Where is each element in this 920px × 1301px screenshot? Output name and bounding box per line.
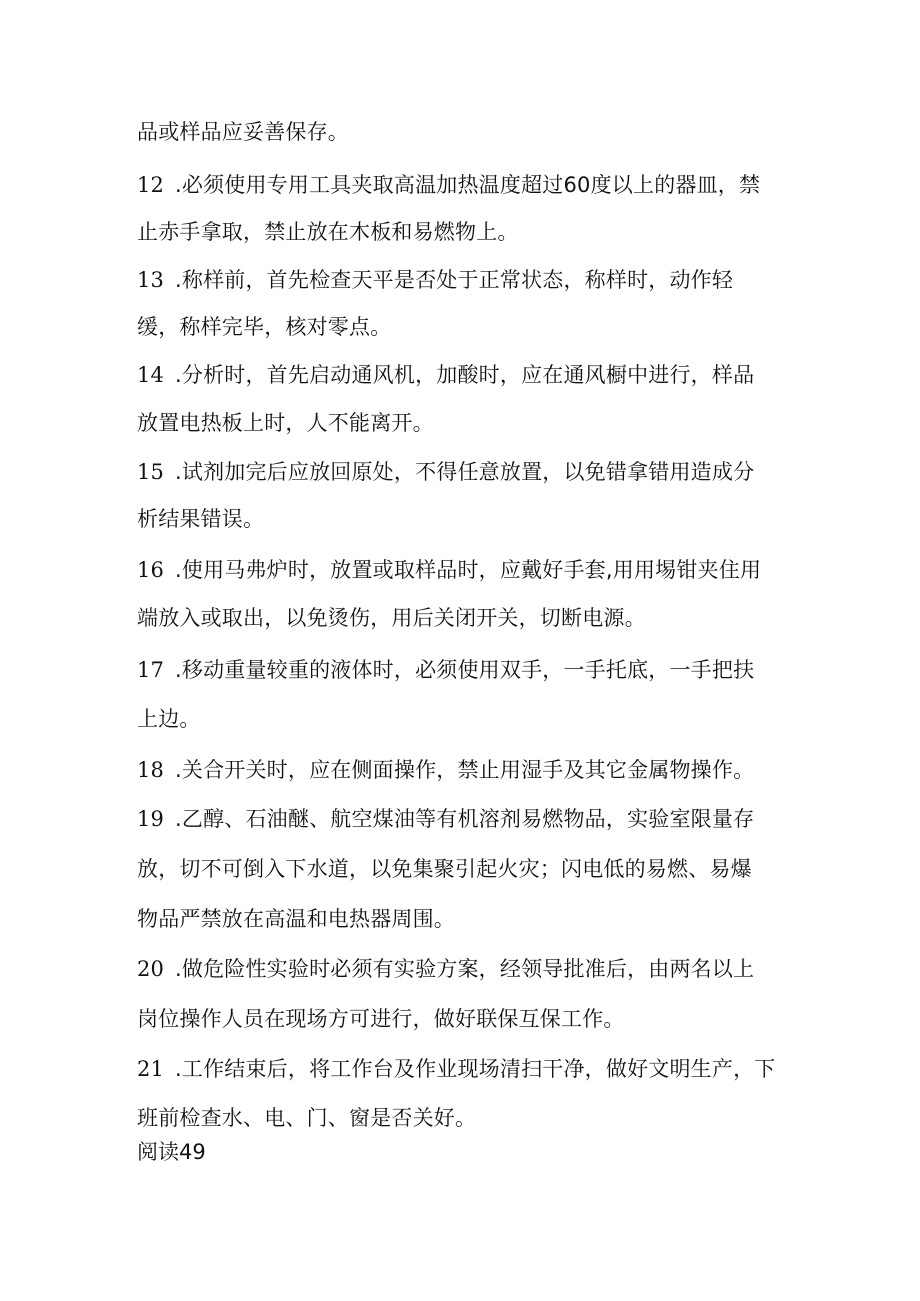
item-number: 16 bbox=[137, 558, 165, 582]
item-19-line-2: 放，切不可倒入下水道，以免集聚引起火灾；闪电低的易燃、易爆 bbox=[137, 857, 752, 881]
item-number: 12 bbox=[137, 173, 165, 197]
item-16-line-2: 端放入或取出，以免烫伤，用后关闭开关，切断电源。 bbox=[137, 606, 646, 630]
item-19-line-3: 物品严禁放在高温和电热器周围。 bbox=[137, 907, 455, 931]
item-16-line-1 bbox=[137, 556, 761, 584]
item-12-line-2: 止赤手拿取，禁止放在木板和易燃物上。 bbox=[137, 220, 519, 244]
item-18-line-1 bbox=[137, 756, 754, 784]
item-text: .移动重量较重的液体时，必须使用双手，一手托底，一手把扶 bbox=[175, 658, 755, 682]
item-text: .做危险性实验时必须有实验方案，经领导批准后，由两名以上 bbox=[175, 957, 755, 981]
item-20-line-2: 岗位操作人员在现场方可进行，做好联保互保工作。 bbox=[137, 1007, 625, 1031]
item-number: 18 bbox=[137, 758, 165, 782]
item-text: .必须使用专用工具夹取高温加热温度超过60度以上的器皿，禁 bbox=[175, 173, 761, 197]
item-21-line-1 bbox=[137, 1055, 775, 1083]
item-19-line-1 bbox=[137, 805, 754, 833]
item-20-line-1 bbox=[137, 955, 754, 983]
item-14-line-1 bbox=[137, 361, 754, 389]
item-15-line-1 bbox=[137, 458, 754, 486]
item-number: 19 bbox=[137, 807, 165, 831]
item-text: .试剂加完后应放回原处，不得任意放置，以免错拿错用造成分 bbox=[175, 460, 755, 484]
item-text: .关合开关时，应在侧面操作，禁止用湿手及其它金属物操作。 bbox=[175, 758, 755, 782]
item-14-line-2: 放置电热板上时，人不能离开。 bbox=[137, 411, 434, 435]
item-number: 20 bbox=[137, 957, 165, 981]
intro-line: 品或样品应妥善保存。 bbox=[137, 120, 349, 144]
read-count: 阅读49 bbox=[137, 1140, 206, 1164]
item-15-line-2: 析结果错误。 bbox=[137, 507, 265, 531]
item-number: 13 bbox=[137, 268, 165, 292]
item-13-line-2: 缓，称样完毕，核对零点。 bbox=[137, 315, 392, 339]
item-number: 15 bbox=[137, 460, 165, 484]
item-text: .称样前，首先检查天平是否处于正常状态，称样时，动作轻 bbox=[175, 268, 734, 292]
item-text: .分析时，首先启动通风机，加酸时，应在通风橱中进行，样品 bbox=[175, 363, 755, 387]
item-12-line-1 bbox=[137, 171, 760, 199]
item-number: 14 bbox=[137, 363, 165, 387]
item-17-line-2: 上边。 bbox=[137, 707, 201, 731]
item-21-line-2: 班前检查水、电、门、窗是否关好。 bbox=[137, 1106, 477, 1130]
item-13-line-1 bbox=[137, 266, 733, 294]
item-number: 17 bbox=[137, 658, 165, 682]
item-17-line-1 bbox=[137, 656, 754, 684]
item-text: .乙醇、石油醚、航空煤油等有机溶剂易燃物品，实验室限量存 bbox=[175, 807, 755, 831]
item-number: 21 bbox=[137, 1057, 165, 1081]
item-text: .使用马弗炉时，放置或取样品时，应戴好手套,用用埸钳夹住用 bbox=[175, 558, 762, 582]
item-text: .工作结束后，将工作台及作业现场清扫干净，做好文明生产，下 bbox=[175, 1057, 776, 1081]
